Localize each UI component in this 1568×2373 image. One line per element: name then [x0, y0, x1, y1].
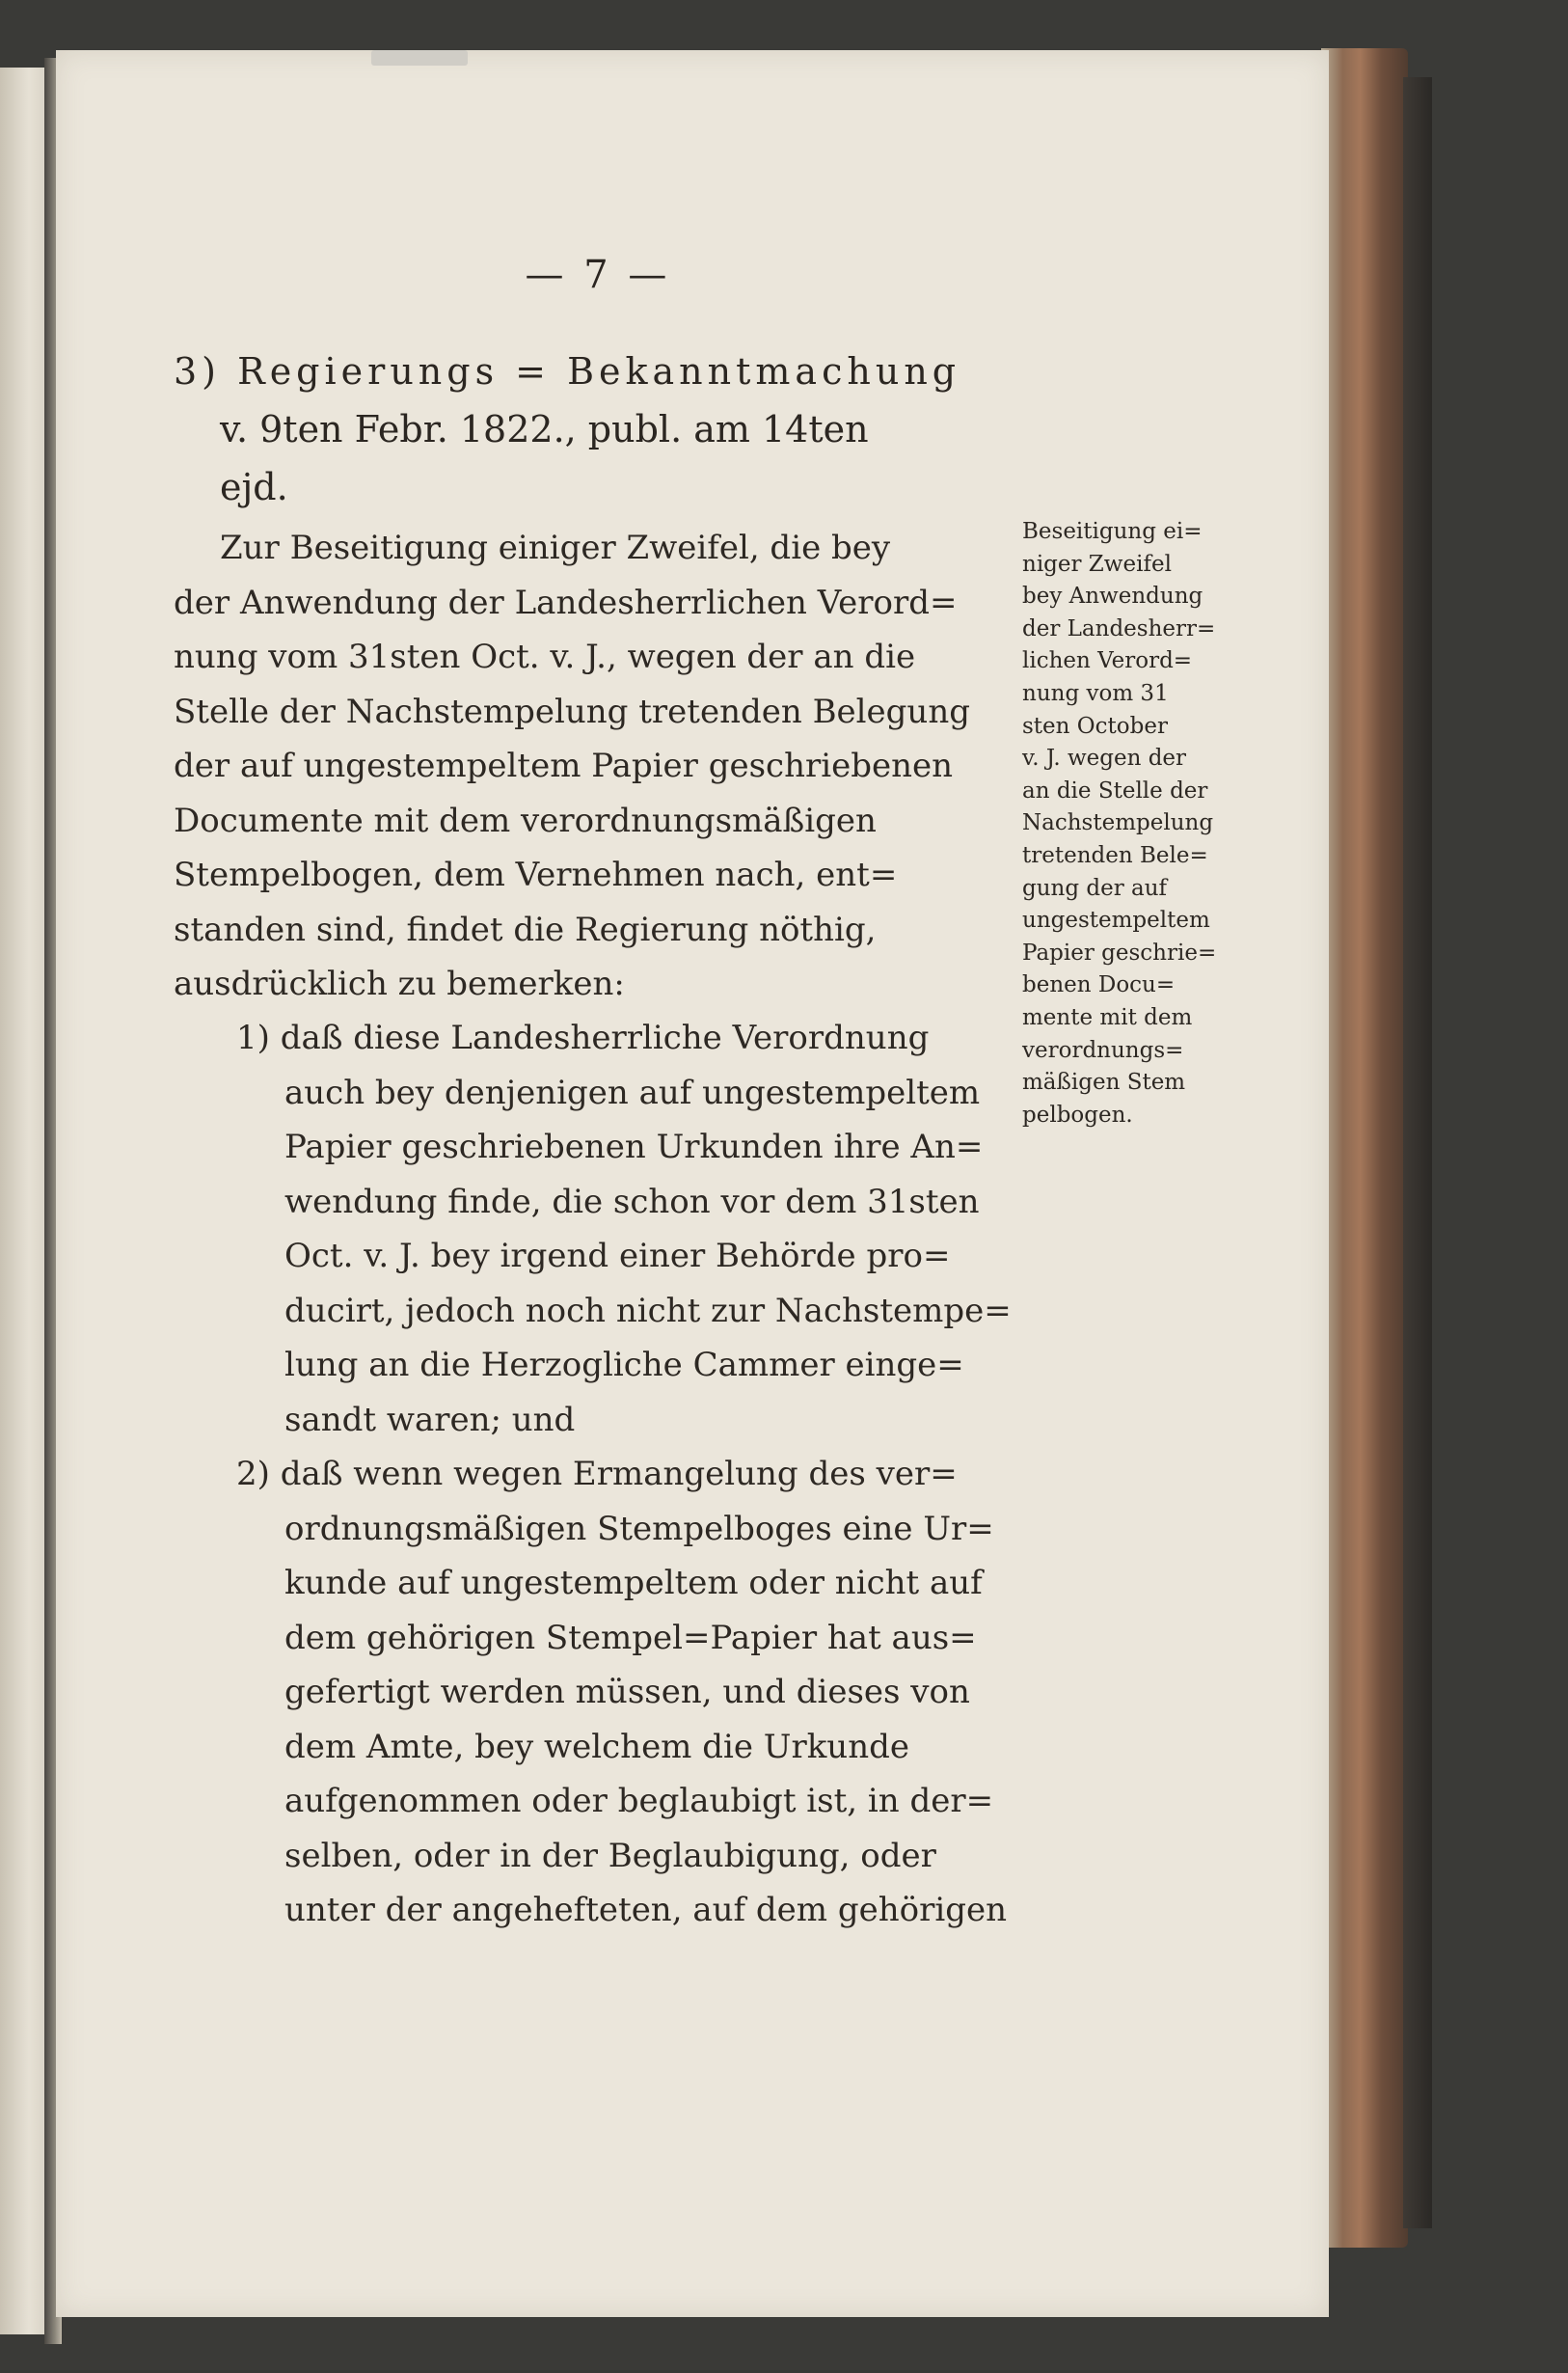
sidenote-line: pelbogen. [1022, 1102, 1133, 1128]
text-line: Oct. v. J. bey irgend einer Behörde pro= [284, 1237, 951, 1275]
sidenote-line: lichen Verord= [1022, 648, 1193, 674]
text-line: ordnungsmäßigen Stempelboges eine Ur= [284, 1509, 994, 1548]
text-line: dem gehörigen Stempel=Papier hat aus= [284, 1618, 977, 1657]
sidenote-line: ungestempeltem [1022, 908, 1210, 934]
heading-line-1: 3) Regierungs = Bekanntmachung [174, 350, 961, 393]
heading-line-3: ejd. [220, 466, 288, 508]
text-line: Documente mit dem verordnungsmäßigen [174, 801, 877, 840]
text-line: der auf ungestempeltem Papier geschriebenen [174, 747, 954, 785]
marginal-note [1022, 516, 1254, 1132]
text-line: Stelle der Nachstempelung tretenden Belegung [174, 692, 970, 731]
text-line: lung an die Herzogliche Cammer einge= [284, 1346, 964, 1384]
sidenote-line: niger Zweifel [1022, 551, 1172, 577]
text-line: wendung finde, die schon vor dem 31sten [284, 1182, 980, 1221]
text-line: 1) daß diese Landesherrliche Verordnung [236, 1019, 930, 1057]
heading-line-2: v. 9ten Febr. 1822., publ. am 14ten [220, 408, 869, 450]
section-heading [174, 342, 1041, 516]
sidenote-line: nung vom 31 [1022, 680, 1169, 706]
text-line: ducirt, jedoch noch nicht zur Nachstempe= [284, 1291, 1012, 1330]
page-block-edge [1321, 48, 1408, 2248]
text-line: auch bey denjenigen auf ungestempeltem [284, 1073, 981, 1112]
text-line: sandt waren; und [284, 1400, 576, 1439]
sidenote-line: tretenden Bele= [1022, 842, 1208, 868]
book-cover-edge [1403, 77, 1432, 2228]
text-line: unter der angehefteten, auf dem gehörigen [284, 1891, 1007, 1929]
page-number: — 7 — [525, 253, 671, 297]
sidenote-line: bey Anwendung [1022, 584, 1203, 610]
text-line: dem Amte, bey welchem die Urkunde [284, 1727, 909, 1766]
sidenote-line: v. J. wegen der [1022, 746, 1187, 772]
sidenote-line: Papier geschrie= [1022, 940, 1217, 966]
sidenote-line: der Landesherr= [1022, 615, 1216, 641]
text-line: aufgenommen oder beglaubigt ist, in der= [284, 1782, 994, 1820]
text-line: ausdrücklich zu bemerken: [174, 965, 625, 1003]
text-line: nung vom 31sten Oct. v. J., wegen der an die [174, 638, 916, 676]
text-line: 2) daß wenn wegen Ermangelung des ver= [236, 1455, 958, 1493]
sidenote-line: Beseitigung ei= [1022, 519, 1203, 544]
text-line: Zur Beseitigung einiger Zweifel, die bey [220, 529, 891, 567]
text-line: Stempelbogen, dem Vernehmen nach, ent= [174, 856, 898, 894]
list-item-2 [236, 1447, 1027, 1938]
sidenote-line: benen Docu= [1022, 972, 1176, 998]
page-clip [371, 50, 468, 66]
text-line: standen sind, findet die Regierung nöthig, [174, 910, 877, 949]
text-line: Papier geschriebenen Urkunden ihre An= [284, 1128, 984, 1166]
text-line: gefertigt werden müssen, und dieses von [284, 1673, 970, 1711]
sidenote-line: mente mit dem [1022, 1004, 1193, 1030]
sidenote-line: gung der auf [1022, 875, 1168, 901]
list-item-1 [236, 1011, 1027, 1447]
text-line: der Anwendung der Landesherrlichen Verord= [174, 583, 958, 622]
sidenote-line: an die Stelle der [1022, 777, 1208, 804]
text-line: kunde auf ungestempeltem oder nicht auf [284, 1564, 983, 1602]
sidenote-line: verordnungs= [1022, 1037, 1184, 1063]
sidenote-line: sten October [1022, 713, 1168, 739]
left-page-edge [0, 68, 48, 2334]
text-line: selben, oder in der Beglaubigung, oder [284, 1836, 936, 1875]
main-paragraph [174, 521, 1022, 1012]
sidenote-line: mäßigen Stem [1022, 1070, 1186, 1096]
sidenote-line: Nachstempelung [1022, 810, 1214, 836]
